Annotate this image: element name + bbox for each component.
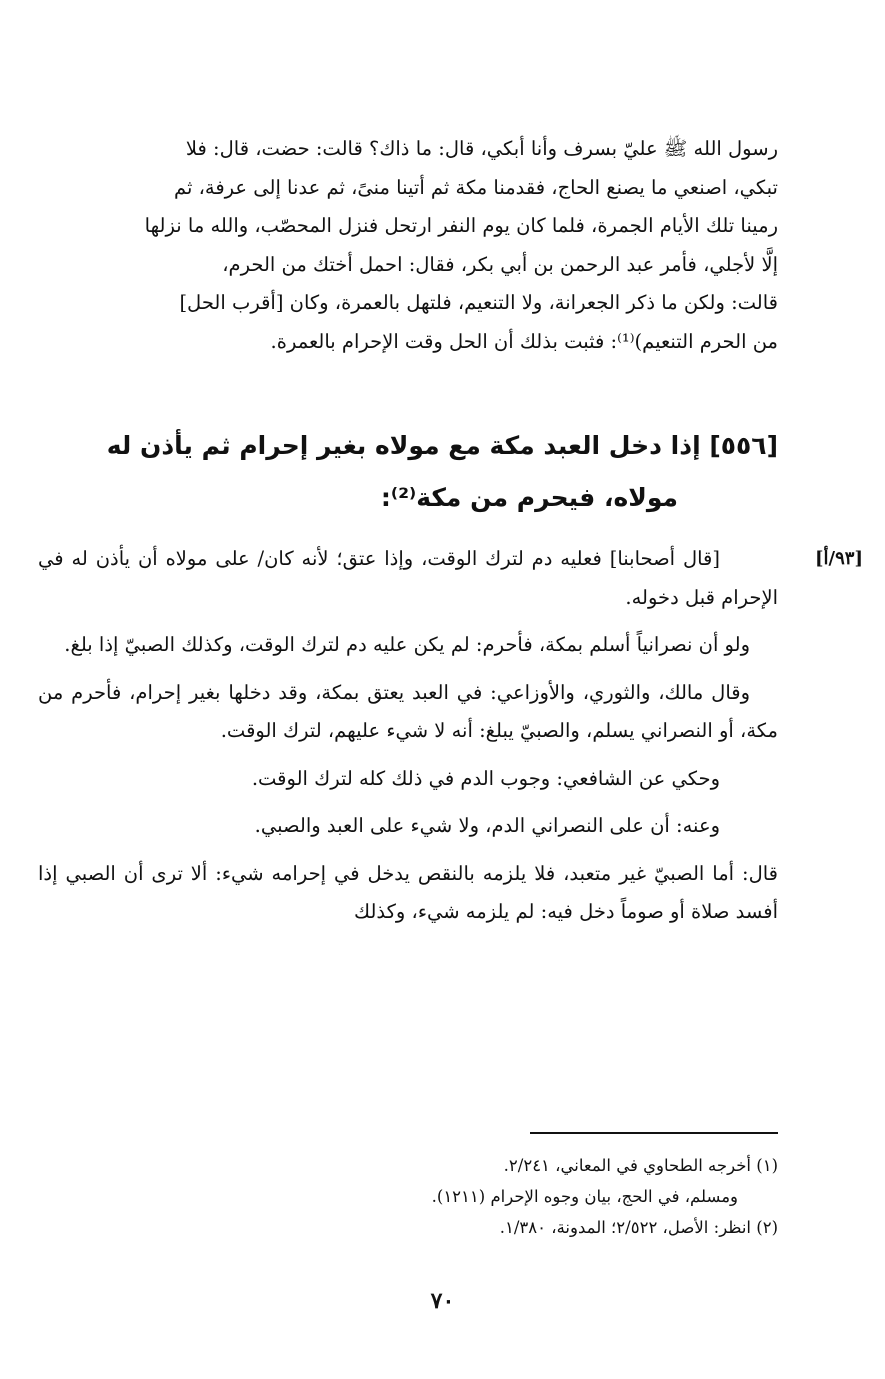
paragraph: قال: أما الصبيّ غير متعبد، فلا يلزمه بالنقص يدخل في إحرامه شيء: ألا ترى أن الصبي إذا أفسد صلاة أو صوماً دخل فيه: لم يلزمه شيء، وكذلك: [38, 861, 778, 923]
body-paragraphs: [38, 540, 778, 941]
text-line: تبكي، اصنعي ما يصنع الحاج، فقدمنا مكة ثم أتينا منىً، ثم عدنا إلى عرفة، ثم: [173, 175, 778, 199]
text-line: قالت: ولكن ما ذكر الجعرانة، ولا التنعيم، فلتهل بالعمرة، وكان [أقرب الحل]: [179, 291, 778, 314]
heading-line-2: مولاه، فيحرم من مكة⁽²⁾:: [380, 483, 678, 512]
text-line: من الحرم التنعيم)⁽¹⁾: فثبت بذلك أن الحل وقت الإحرام بالعمرة.: [270, 329, 778, 353]
text-line: إلَّا لأجلي، فأمر عبد الرحمن بن أبي بكر، فقال: احمل أختك من الحرم،: [222, 252, 778, 276]
text-line: رمينا تلك الأيام الجمرة، فلما كان يوم النفر ارتحل فنزل المحصّب، والله ما نزلها: [144, 214, 778, 237]
paragraph: وعنه: أن على النصراني الدم، ولا شيء على العبد والصبي.: [254, 814, 720, 837]
section-heading: [38, 420, 778, 524]
footnote: (١) أخرجه الطحاوي في المعاني، ٢/٢٤١.: [503, 1156, 778, 1175]
heading-line-1: [٥٥٦] إذا دخل العبد مكة مع مولاه بغير إحرام ثم يأذن له: [106, 431, 778, 460]
footnotes: [250, 1150, 778, 1243]
paragraph: وقال مالك، والثوري، والأوزاعي: في العبد يعتق بمكة، وقد دخلها بغير إحرام، فأحرم من مكة، أو النصراني يسلم، والصبيّ يبلغ: أنه لا شيء عليهم، لترك الوقت.: [38, 680, 778, 742]
paragraph: وحكي عن الشافعي: وجوب الدم في ذلك كله لترك الوقت.: [251, 766, 720, 790]
page-number: ٧٠: [430, 1288, 455, 1314]
footnote-divider: [530, 1132, 778, 1134]
paragraph: [قال أصحابنا] فعليه دم لترك الوقت، وإذا عتق؛ لأنه كان/ على مولاه أن يأذن له في الإحرام قبل دخوله.: [38, 547, 778, 609]
top-paragraph: [38, 130, 778, 361]
folio-margin-note: [٩٣/أ]: [815, 548, 863, 569]
text-line: رسول الله ﷺ عليّ بسرف وأنا أبكي، قال: ما ذاك؟ قالت: حضت، قال: فلا: [185, 137, 778, 160]
footnote: ومسلم، في الحج، بيان وجوه الإحرام (١٢١١).: [431, 1187, 738, 1206]
paragraph: ولو أن نصرانياً أسلم بمكة، فأحرم: لم يكن عليه دم لترك الوقت، وكذلك الصبيّ إذا بلغ.: [64, 633, 750, 656]
footnote: (٢) انظر: الأصل، ٢/٥٢٢؛ المدونة، ١/٣٨٠.: [499, 1218, 778, 1237]
